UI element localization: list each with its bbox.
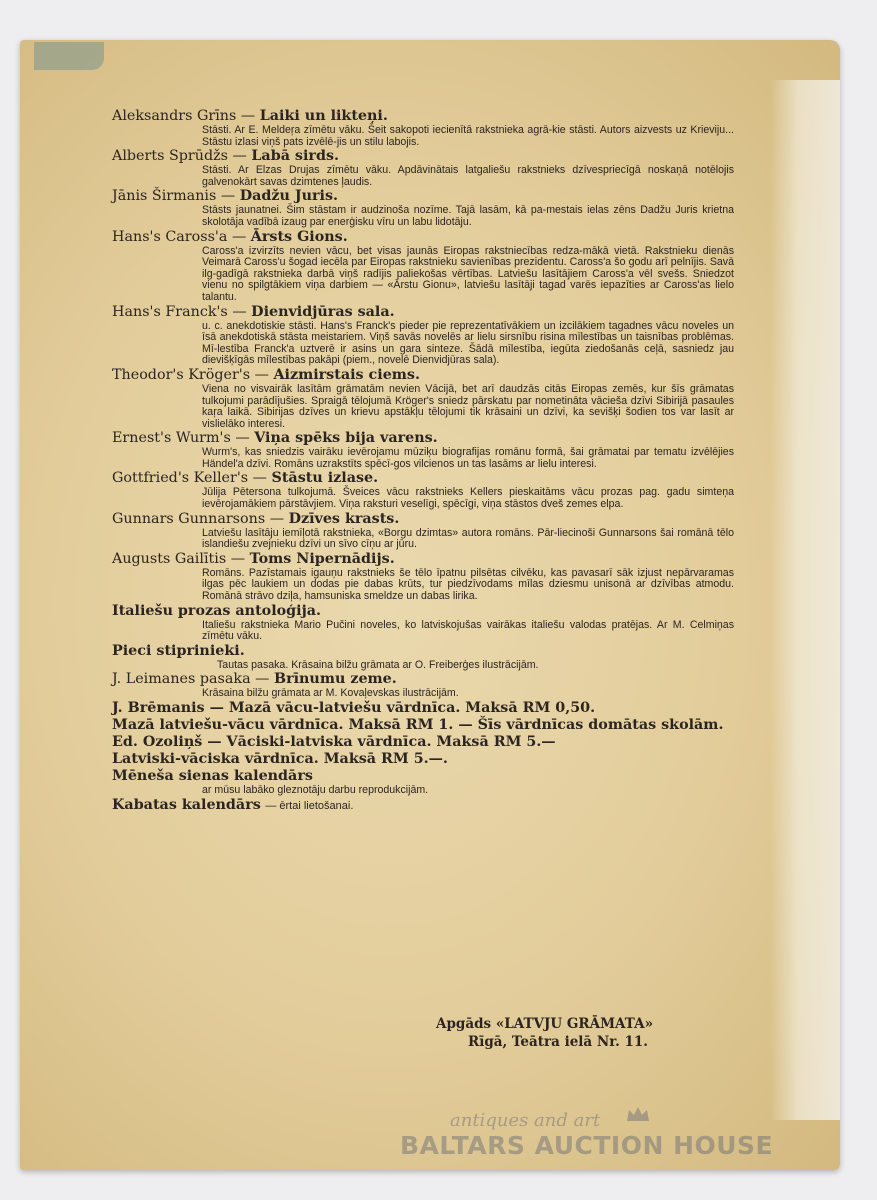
book-author: Augusts Gailītis <box>112 550 227 567</box>
dictionary-line: Latviski-vāciska vārdnīca. Maksā RM 5.—. <box>112 751 448 767</box>
crown-icon <box>626 1106 650 1122</box>
book-description: Wurm's, kas sniedzis vairāku ievērojamu mūziķu biografijas romānu formā, šai grāmatai par tematu izvēlējies Händel'a dzīvi. Romāns uzrakstīts spēcī-gos vilcienos un tas lasāms ar lielu interesi. <box>202 446 734 470</box>
book-title: Italiešu prozas antoloģija. <box>112 602 322 619</box>
book-description: Italiešu rakstnieka Mario Pučini noveles, ko latviskojušas vairākas italiešu valodas pratējas. Ar M. Celmiņas zīmētu vāku. <box>202 618 734 643</box>
book-author: Gunnars Gunnarsons <box>112 510 266 527</box>
book-description: Krāsaina bilžu grāmata ar M. Kovaļevskas ilustrācijām. <box>202 687 459 700</box>
book-entry: Alberts Sprūdžs — Labā sirds. Stāsti. Ar Elzas Drujas zīmētu vāku. Apdāvinātais latgaliešu rakstnieks dzīvespriecīgā noskaņā notēlojis galvenokārt savas dzimtenes ļaudis. <box>112 148 734 188</box>
book-author: Gottfried's Keller's <box>112 470 249 487</box>
calendar-title: Mēneša sienas kalendārs <box>112 768 313 784</box>
book-description: Tautas pasaka. Krāsaina bilžu grāmata ar O. Freiberģes ilustrācijām. <box>217 658 539 671</box>
calendar-description: ar mūsu labāko gleznotāju darbu reprodukcijām. <box>202 784 429 796</box>
watermark-brand: BALTARS AUCTION HOUSE <box>400 1131 774 1160</box>
book-entry <box>112 643 752 672</box>
book-title: Ārsts Gions. <box>250 228 348 245</box>
corner-stain <box>34 42 104 70</box>
book-description: Latviešu lasītāju iemīļotā rakstnieka, «Borgu dzimtas» autora romāns. Pār-liecinoši Gunnarsons šai romānā tēlo islandiešu zvejnieku dzīvi un sīvo cīņu ar jūru. <box>202 526 734 551</box>
publisher-address: Rīgā, Teātra ielā Nr. 11. <box>468 1034 648 1050</box>
book-author: Alberts Sprūdžs <box>112 148 228 165</box>
book-entry: Ernest's Wurm's — Viņa spēks bija varens. Wurm's, kas sniedzis vairāku ievērojamu mūziķu biografijas romānu formā, šai grāmatai par tematu izvēlējies Händel'a dzīvi. Romāns uzrakstīts spēcī-gos vilcienos un tas lasāms ar lielu interesi. <box>112 430 734 470</box>
book-author: Hans's Caross'a <box>112 228 228 245</box>
book-entry <box>112 603 752 643</box>
book-description: Stāsts jaunatnei. Šim stāstam ir audzinoša nozīme. Tajā lasām, kā pa-mestais ielas zēns Dadžu Juris krietna skolotāja vadībā izaug par enerģisku vīru un labu lidotāju. <box>202 204 734 228</box>
book-author: Hans's Franck's <box>112 303 228 320</box>
watermark <box>400 1110 800 1160</box>
publisher-name: Apgāds «LATVJU GRĀMATA» <box>436 1016 654 1032</box>
watermark-tagline: antiques and art <box>450 1110 601 1131</box>
book-description: u. c. anekdotiskie stāsti. Hans's Franck's pieder pie reprezentatīvākiem un izcilākiem tagadnes vācu noveles un īsā anekdotiskā stāsta meistariem. Viņš savās novelēs ar lielu sirsnību risina mīlestības un taisnības problēmas. Mī-lestība Franck'a uztverē ir asins un gara sinteze. Šādā mīlestība, iegūta ziedošanās ceļā, sasniedz jau dievišķīgās mīlestības pakāpi (piem., novelē Dienvidjūras sala). <box>202 319 734 367</box>
book-entry: Hans's Caross'a — Ārsts Gions. Caross'a izvirzīts nevien vācu, bet visas jaunās Eiropas rakstniecības redza-mākā vietā. Rakstnieku dienās Veimarā Caross'u šogad iecēla par Eiropas rakstnieku savienības prezidentu. Caross'a šo godu arī pelnījis. Savā ilg-gadīgā rakstnieka darbā viņš radījis paliekošas vērtības. Latviešu lasītājiem Caross'a vēl svešs. Sniedzot vienu no spilgtākiem viņa darbiem — «Ārstu Gionu», latviešu lasītāji tagad varēs iepazīties ar Caross'as lielo talantu. <box>112 228 734 303</box>
book-author: Jānis Širmanis <box>112 188 217 205</box>
book-title: Dadžu Juris. <box>239 188 339 205</box>
dictionary-line: J. Brēmanis — Mazā vācu-latviešu vārdnīca. Maksā RM 0,50. <box>112 700 596 716</box>
book-description: Stāsti. Ar Elzas Drujas zīmētu vāku. Apdāvinātais latgaliešu rakstnieks dzīvespriecīgā noskaņā notēlojis galvenokārt savas dzimtenes ļaudis. <box>202 164 734 188</box>
book-entry: Jānis Širmanis — Dadžu Juris. Stāsts jaunatnei. Šim stāstam ir audzinoša nozīme. Tajā lasām, kā pa-mestais ielas zēns Dadžu Juris krietna skolotāja vadībā izaug par enerģisku vīru un labu lidotāju. <box>112 188 734 228</box>
book-description: Caross'a izvirzīts nevien vācu, bet visas jaunās Eiropas rakstniecības redza-mākā vietā. Rakstnieku dienās Veimarā Caross'u šogad iecēla par Eiropas rakstnieku savienības prezidentu. Caross'a šo godu arī pelnījis. Savā ilg-gadīgā rakstnieka darbā viņš radījis paliekošas vērtības. Latviešu lasītājiem Caross'a vēl svešs. Sniedzot vienu no spilgtākiem viņa darbiem — «Ārstu Gionu», latviešu lasītāji tagad varēs iepazīties ar Caross'as lielo talantu. <box>202 244 734 303</box>
book-entry: J. Leimanes pasaka — Brīnumu zeme. Krāsaina bilžu grāmata ar M. Kovaļevskas ilustrācijām. <box>112 671 752 700</box>
book-entry: Gottfried's Keller's — Stāstu izlase. Jūlija Pētersona tulkojumā. Šveices vācu rakstnieks Kellers pieskaitāms vācu prozas pag. gadu simteņa ievērojamākiem pārstāvjiem. Viņa raksturi veselīgi, spēcīgi, viņa stāstos dveš zemes elpa. <box>112 470 734 511</box>
publisher-block <box>436 1015 736 1051</box>
book-entry: Augusts Gailītis — Toms Nipernādijs. Romāns. Pazīstamais igauņu rakstnieks še tēlo īpatnu pilsētas cilvēku, kas pavasarī sāk izjust nepārvaramas ilgas pēc laukiem un dodas pie dabas krūts, tur piedzīvodams mīlas dziesmu unisonā ar dzīvības atmodu. Romānā strāvo dziļa, hamsuniska smeldze un dabas lirika. <box>112 550 734 603</box>
pocket-calendar-title: Kabatas kalendārs <box>112 796 261 813</box>
book-title: Labā sirds. <box>251 148 339 165</box>
book-title: Brīnumu zeme. <box>273 671 397 688</box>
book-entry: Gunnars Gunnarsons — Dzīves krasts. Latviešu lasītāju iemīļotā rakstnieka, «Borgu dzimtas» autora romāns. Pār-liecinoši Gunnarsons šai romānā tēlo islandiešu zvejnieku dzīvi un sīvo cīņu ar jūru. <box>112 510 734 551</box>
dictionary-line: Mazā latviešu-vācu vārdnīca. Maksā RM 1. — Šīs vārdnīcas domātas skolām. <box>112 717 724 733</box>
book-title: Viņa spēks bija varens. <box>254 430 438 447</box>
pocket-calendar-description: — ērtai lietošanai. <box>265 799 354 812</box>
book-description: Romāns. Pazīstamais igauņu rakstnieks še tēlo īpatnu pilsētas cilvēku, kas pavasarī sāk izjust nepārvaramas ilgas pēc laukiem un dodas pie dabas krūts, tur piedzīvodams mīlas dziesmu unisonā ar dzīvības atmodu. Romānā strāvo dziļa, hamsuniska smeldze un dabas lirika. <box>202 566 734 603</box>
book-author: Theodor's Kröger's <box>112 366 251 383</box>
book-description: Stāsti. Ar E. Meldeŗa zīmētu vāku. Šeit sakopoti iecienītā rakstnieka agrā-kie stāsti. Autors aizvests uz Krieviju... Stāstu izlasi viņš pats izvēlē-jis un stilu labojis. <box>202 124 734 148</box>
book-description: Jūlija Pētersona tulkojumā. Šveices vācu rakstnieks Kellers pieskaitāms vācu prozas pag. gadu simteņa ievērojamākiem pārstāvjiem. Viņa raksturi veselīgi, spēcīgi, viņa stāstos dveš zemes elpa. <box>202 486 734 511</box>
book-description: Viena no visvairāk lasītām grāmatām nevien Vācijā, bet arī daudzās citās Eiropas zemēs, kur šīs grāmatas tulkojumi parādījušies. Spraigā tēlojumā Kröger's sniedz pārskatu par nometināta vācieša dzīvi Sibirijā pasaules kaŗa laikā. Sibirijas dzīves un krievu apstākļu tēlojumi tik krāsaini un dzīvi, ka sevišķi šodien tos var lasīt ar vislielāko interesi. <box>202 382 734 430</box>
pocket-calendar-entry <box>112 797 752 815</box>
book-author: Aleksandrs Grīns <box>112 108 237 124</box>
book-entry: Hans's Franck's — Dienvidjūras sala. u. c. anekdotiskie stāsti. Hans's Franck's pieder pie reprezentatīvākiem un izcilākiem tagadnes vācu noveles un īsā anekdotiskā stāsta meistariem. Viņš savās novelēs ar lielu sirsnību risina mīlestības un taisnības problēmas. Mī-lestība Franck'a uztverē ir asins un gara sinteze. Šādā mīlestība, iegūta ziedošanās ceļā, sasniedz jau dievišķīgās mīlestības pakāpi (piem., novelē Dienvidjūras sala). <box>112 303 734 367</box>
book-title: Dienvidjūras sala. <box>251 303 395 320</box>
book-title: Toms Nipernādijs. <box>249 550 395 567</box>
book-author: Ernest's Wurm's <box>112 430 231 447</box>
book-title: Dzīves krasts. <box>288 510 400 527</box>
book-title: Aizmirstais ciems. <box>273 366 420 383</box>
book-author: J. Leimanes pasaka <box>112 671 251 688</box>
book-entry: Aleksandrs Grīns — Laiki un likteņi. Stāsti. Ar E. Meldeŗa zīmētu vāku. Šeit sakopoti iecienītā rakstnieka agrā-kie stāsti. Autors aizvests uz Krieviju... Stāstu izlasi viņš pats izvēlē-jis un stilu labojis. <box>112 108 734 148</box>
book-list <box>112 108 752 815</box>
book-entry: Theodor's Kröger's — Aizmirstais ciems. Viena no visvairāk lasītām grāmatām nevien Vācijā, bet arī daudzās citās Eiropas zemēs, kur šīs grāmatas tulkojumi parādījušies. Spraigā tēlojumā Kröger's sniedz pārskatu par nometināta vācieša dzīvi Sibirijā pasaules kaŗa laikā. Sibirijas dzīves un krievu apstākļu tēlojumi tik krāsaini un dzīvi, ka sevišķi šodien tos var lasīt ar vislielāko interesi. <box>112 366 734 430</box>
calendar-entry <box>112 768 752 797</box>
book-title: Pieci stiprinieki. <box>112 642 245 659</box>
dictionary-line: Ed. Ozoliņš — Vāciski-latviska vārdnīca. Maksā RM 5.— <box>112 734 556 750</box>
book-title: Laiki un likteņi. <box>259 108 388 124</box>
book-title: Stāstu izlase. <box>271 470 379 487</box>
